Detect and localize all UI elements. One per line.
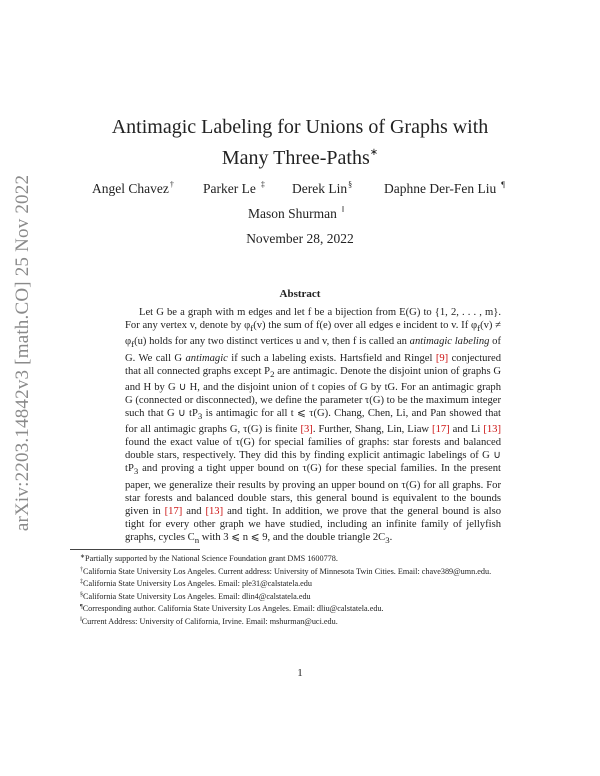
author-name: Parker Le	[203, 181, 256, 196]
author-name: Mason Shurman	[248, 206, 337, 221]
author-shurman	[248, 205, 344, 222]
footnote: ¶Corresponding author. California State University Los Angeles. Email: dliu@calstatela.edu.	[80, 604, 384, 613]
citation-link[interactable]: [3]	[300, 424, 313, 436]
footnote: ‡California State University Los Angeles. Email: ple31@calstatela.edu	[80, 579, 312, 588]
author-lin	[292, 180, 352, 197]
author-mark: §	[348, 180, 353, 189]
citation-link[interactable]: [13]	[483, 424, 502, 436]
footnotes	[70, 552, 500, 627]
title-line-2: Many Three-Paths	[221, 147, 370, 169]
author-name: Angel Chavez	[92, 181, 169, 196]
citation-link[interactable]: [13]	[205, 505, 224, 517]
arxiv-identifier: arXiv:2203.14842v3 [math.CO] 25 Nov 2022	[12, 174, 33, 532]
footnote: §California State University Los Angeles. Email: dlin4@calstatela.edu	[80, 591, 311, 601]
paper-date: November 28, 2022	[246, 231, 354, 246]
title-footnote-mark: ∗	[369, 147, 379, 158]
page-number: 1	[297, 667, 303, 679]
author-liu	[384, 180, 505, 197]
footnote: †California State University Los Angeles. Current address: University of Minnesota Twin Cities. Email: chave389@umn.edu.	[80, 566, 492, 576]
citation-link[interactable]: [17]	[164, 505, 183, 517]
author-mark: ‡	[260, 180, 265, 189]
author-chavez	[92, 180, 174, 197]
footnote-rule	[70, 549, 200, 550]
paper-title	[90, 114, 510, 171]
abstract-text: Let G be a graph with m edges and let f be a bijection from E(G) to {1, 2, . . . , m}. For any vertex v, denote by $\varphi_f(v)$ the sum of f(e) over all edges e incident to v. If $\varphi_f(v) \ne \varphi_f(u)$ holds for any two distinct vertices u and v, then f is called an antimagic labeling of G. We call G antimagic if such a labeling exists. Hartsfield and Ringel [9] conjectured that all connected graphs except $P_2$ are antimagic. Denote the disjoint union of graphs G and H by G ∪ H, and the disjoint union of t copies of G by tG. For an antimagic graph G (connected or disconnected), we define the parameter τ(G) to be the maximum integer such that G ∪ $tP_3$ is antimagic for all t ⩽ τ(G). Chang, Chen, Li, and Pan showed that for all antimagic graphs G, τ(G) is finite [3]. Further, Shang, Lin, Liaw [17] and Li [13] found the exact value of τ(G) for special families of graphs: star forests and balanced double stars, respectively. They did this by finding explicit antimagic labelings of G ∪ $tP_3$ and proving a tight upper bound on τ(G) for these special families. In the present paper, we generalize their results by proving an upper bound on τ(G) for all graphs. For star forests and balanced double stars, this general bound is equivalent to the bounds given in [17] and [13] and tight. In addition, we prove that the general bound is also tight for every other graph we have studied, including an infinite family of jellyfish graphs, cycles $C_n$ with 3 ⩽ n ⩽ 9, and the double triangle $2C_3$.	[125, 307, 502, 546]
footnote: ∗Partially supported by the National Science Foundation grant DMS 1600778.	[80, 554, 338, 563]
abstract-heading: Abstract	[279, 288, 321, 300]
author-le	[203, 180, 265, 197]
author-name: Daphne Der-Fen Liu	[384, 181, 497, 196]
author-mark: †	[169, 180, 174, 189]
author-mark: ‖	[341, 205, 345, 214]
arxiv-identifier-stamp	[8, 168, 38, 538]
citation-link[interactable]: [9]	[435, 352, 449, 364]
citation-link[interactable]: [17]	[432, 424, 450, 436]
author-mark: ¶	[501, 180, 505, 189]
author-name: Derek Lin	[292, 181, 348, 196]
title-line-1: Antimagic Labeling for Unions of Graphs with	[111, 116, 489, 138]
footnote: ‖Current Address: University of California, Irvine. Email: mshurman@uci.edu.	[80, 616, 338, 626]
